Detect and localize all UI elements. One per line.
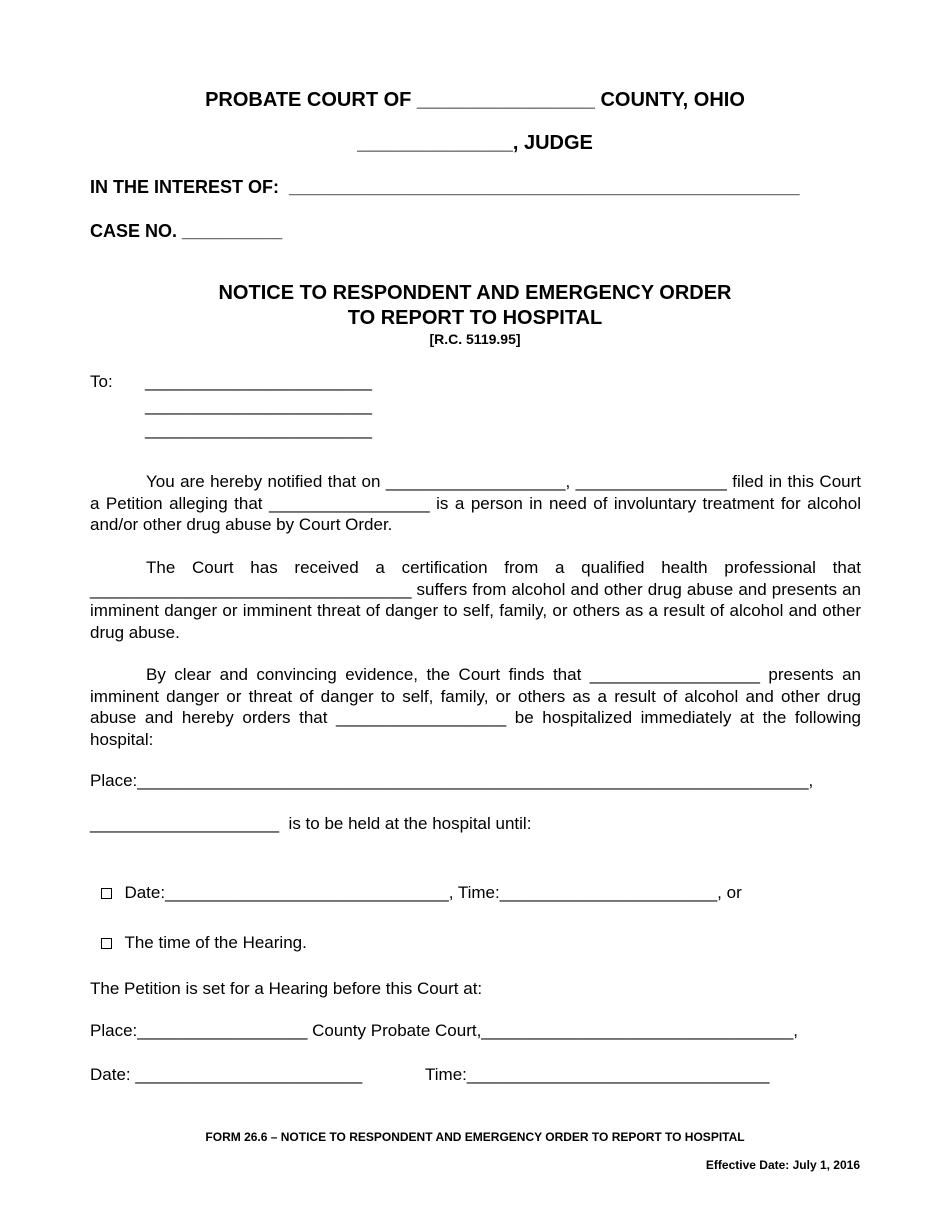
- court-heading: PROBATE COURT OF ________________ COUNTY, OHIO: [205, 89, 745, 111]
- to-blank-2: ________________________: [145, 396, 372, 415]
- to-blank-3: ________________________: [145, 420, 372, 439]
- date-time-checkbox[interactable]: [101, 888, 112, 899]
- hearing-time-line: Time:________________________________: [425, 1065, 770, 1084]
- to-blank-1: ________________________: [145, 372, 372, 391]
- form-title-line2: TO REPORT TO HOSPITAL: [347, 307, 603, 329]
- interest-of-line: IN THE INTEREST OF: ___________________________________________________: [90, 177, 800, 197]
- paragraph-finding-text: By clear and convincing evidence, the Court finds that __________________ presents an imminent danger or threat of danger to self, family, or others as a result of alcohol and other drug abuse and hereby orders that __________________ be hospitalized immediately at the following hospital:: [90, 665, 861, 749]
- held-until-line: ____________________ is to be held at the hospital until:: [90, 814, 532, 833]
- footer-form-title: FORM 26.6 – NOTICE TO RESPONDENT AND EMERGENCY ORDER TO REPORT TO HOSPITAL: [205, 1130, 745, 1144]
- paragraph-certification: [90, 557, 861, 643]
- paragraph-court-finding: [90, 664, 861, 750]
- paragraph-petition-text: You are hereby notified that on ___________________, ________________ filed in this Court a Petition alleging that _________________ is a person in need of involuntary treatment for alcohol and/or other drug abuse by Court Order.: [90, 472, 861, 534]
- option-date-time: [92, 863, 742, 903]
- hearing-intro: The Petition is set for a Hearing before this Court at:: [90, 979, 483, 998]
- paragraph-certification-text: The Court has received a certification from a qualified health professional that __________________________________ suffers from alcohol and other drug abuse and presents an imminent danger or imminent threat of danger to self, family, or others as a result of alcohol and other drug abuse.: [90, 558, 861, 642]
- option-date-time-text: Date:______________________________, Time:_______________________, or: [124, 883, 742, 902]
- statute-reference: [R.C. 5119.95]: [429, 331, 521, 347]
- hearing-date-line: Date: ________________________: [90, 1065, 363, 1084]
- form-title-line1: NOTICE TO RESPONDENT AND EMERGENCY ORDER: [218, 282, 732, 304]
- hearing-place-line: Place:__________________ County Probate Court,_________________________________,: [90, 1021, 799, 1040]
- option-hearing-time: [92, 913, 307, 953]
- hearing-time-checkbox[interactable]: [101, 938, 112, 949]
- footer-effective-date: Effective Date: July 1, 2016: [705, 1158, 860, 1172]
- to-label: To:: [90, 372, 113, 391]
- case-number-line: CASE NO. __________: [90, 221, 283, 241]
- paragraph-petition-notice: [90, 471, 861, 536]
- judge-line: ______________, JUDGE: [357, 132, 593, 154]
- option-hearing-text: The time of the Hearing.: [124, 933, 307, 952]
- hospital-place-line: Place:_______________________________________________________________________,: [90, 771, 814, 790]
